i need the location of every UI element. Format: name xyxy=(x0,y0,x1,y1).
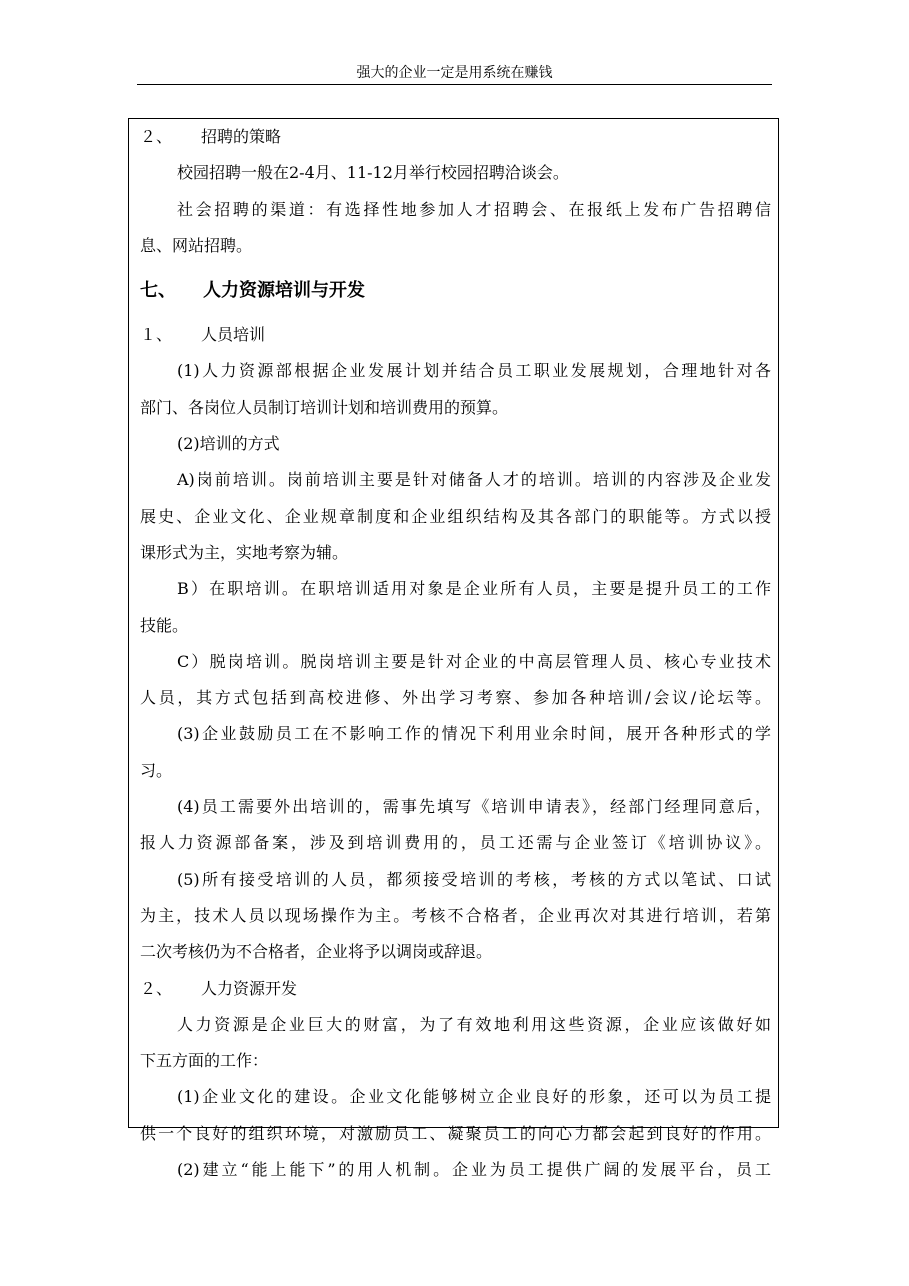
paragraph-line: 部门、各岗位人员制订培训计划和培训费用的预算。 xyxy=(140,397,509,417)
paragraph-line: 报人力资源部备案，涉及到培训费用的，员工还需与企业签订《培训协议》。 xyxy=(140,833,771,853)
subheading-hr-development xyxy=(140,971,771,1007)
paragraph-line: 人力资源是企业巨大的财富，为了有效地利用这些资源，企业应该做好如 xyxy=(177,1014,771,1034)
paragraph-line: 息、网站招聘。 xyxy=(140,235,253,255)
section-title: 人力资源培训与开发 xyxy=(203,280,365,302)
section-number: 七、 xyxy=(140,280,176,302)
paragraph-line: 课形式为主，实地考察为辅。 xyxy=(140,542,349,562)
paragraph-line: 展史、企业文化、企业规章制度和企业组织结构及其各部门的职能等。方式以授 xyxy=(140,506,771,526)
paragraph-line: 校园招聘一般在2-4月、11-12月举行校园招聘洽谈会。 xyxy=(177,163,569,183)
paragraph-line: (1)企业文化的建设。企业文化能够树立企业良好的形象，还可以为员工提 xyxy=(177,1087,771,1107)
item-number: １、 xyxy=(140,325,173,345)
paragraph-line: B）在职培训。在职培训适用对象是企业所有人员，主要是提升员工的工作 xyxy=(177,579,771,599)
header-rule xyxy=(137,84,772,85)
paragraph-line: (5)所有接受培训的人员，都须接受培训的考核，考核的方式以笔试、口试 xyxy=(177,869,771,889)
paragraph-line: 习。 xyxy=(140,760,173,780)
subheading-text: 人力资源开发 xyxy=(201,978,298,998)
paragraph-line: (4)员工需要外出培训的，需事先填写《培训申请表》，经部门经理同意后， xyxy=(177,797,771,817)
document-body xyxy=(140,119,771,1188)
paragraph-line: 技能。 xyxy=(140,615,189,635)
subheading-text: 人员培训 xyxy=(201,325,266,345)
item-number: ２、 xyxy=(140,127,173,146)
paragraph-line: A)岗前培训。岗前培训主要是针对储备人才的培训。培训的内容涉及企业发 xyxy=(177,470,771,490)
page-header: 强大的企业一定是用系统在赚钱 xyxy=(356,65,553,81)
subheading-text: 招聘的策略 xyxy=(201,127,282,146)
paragraph-line: 社会招聘的渠道：有选择性地参加人才招聘会、在报纸上发布广告招聘信 xyxy=(177,199,771,219)
subheading-recruit-strategy xyxy=(140,119,771,155)
subheading-staff-training xyxy=(140,317,771,353)
paragraph-line: 人员，其方式包括到高校进修、外出学习考察、参加各种培训/会议/论坛等。 xyxy=(140,688,771,708)
paragraph-line: (2)建立“能上能下”的用人机制。企业为员工提供广阔的发展平台，员工 xyxy=(177,1160,771,1180)
paragraph-line: 二次考核仍为不合格者，企业将予以调岗或辞退。 xyxy=(140,942,493,962)
paragraph-line: 为主，技术人员以现场操作为主。考核不合格者，企业再次对其进行培训，若第 xyxy=(140,905,771,925)
paragraph-line: (2)培训的方式 xyxy=(177,434,280,454)
paragraph-line: C）脱岗培训。脱岗培训主要是针对企业的中高层管理人员、核心专业技术 xyxy=(177,651,771,671)
paragraph-line: 供一个良好的组织环境，对激励员工、凝聚员工的向心力都会起到良好的作用。 xyxy=(140,1123,771,1143)
paragraph-line: (3)企业鼓励员工在不影响工作的情况下利用业余时间，展开各种形式的学 xyxy=(177,724,771,744)
item-number: ２、 xyxy=(140,978,173,998)
section-heading xyxy=(140,264,771,317)
paragraph-line: 下五方面的工作： xyxy=(140,1051,269,1071)
content-frame xyxy=(128,118,779,1180)
paragraph-line: (1)人力资源部根据企业发展计划并结合员工职业发展规划，合理地针对各 xyxy=(177,361,771,381)
